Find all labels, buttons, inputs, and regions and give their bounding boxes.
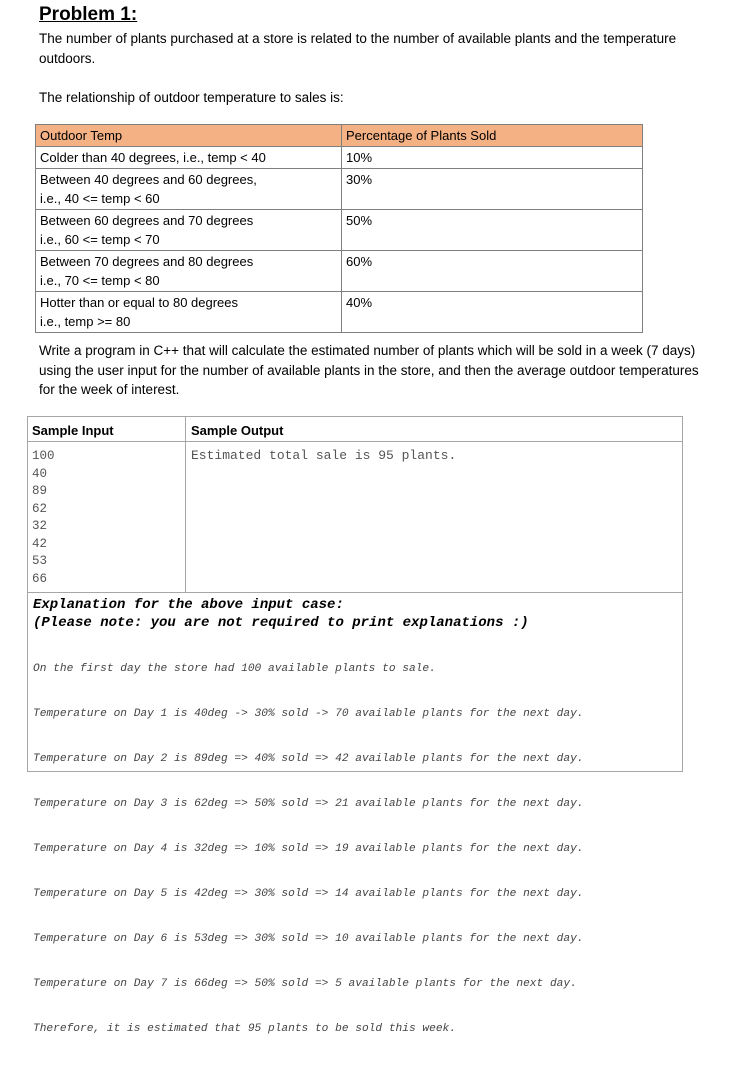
sample-input-list	[32, 448, 55, 588]
percentage-cell: 60%	[342, 251, 643, 292]
instructions-paragraph: Write a program in C++ that will calculate the estimated number of plants which will be sold in a week (7 days) using the user input for the number of available plants in the store, and then the average outdoor temperatures for the week of interest.	[39, 343, 699, 397]
temp-range-line: Between 60 degrees and 70 degrees	[40, 213, 254, 228]
temp-range-cell	[36, 292, 342, 333]
table-row	[36, 169, 643, 210]
explanation-lines	[33, 632, 584, 1067]
temp-condition-line: i.e., 40 <= temp < 60	[40, 191, 160, 206]
input-value: 40	[32, 466, 48, 481]
explanation-line: Temperature on Day 5 is 42deg => 30% sold => 14 available plants for the next day.	[33, 888, 584, 900]
explanation-line: Temperature on Day 1 is 40deg -> 30% sold -> 70 available plants for the next day.	[33, 708, 584, 720]
input-value: 66	[32, 571, 48, 586]
explanation-line: Temperature on Day 7 is 66deg => 50% sold => 5 available plants for the next day.	[33, 978, 577, 990]
header-outdoor-temp: Outdoor Temp	[36, 125, 342, 147]
temperature-sales-table	[35, 124, 643, 333]
explanation-line: On the first day the store had 100 available plants to sale.	[33, 663, 436, 675]
header-divider	[28, 441, 682, 442]
explanation-title: Explanation for the above input case:	[33, 597, 344, 613]
temp-range-line: Hotter than or equal to 80 degrees	[40, 295, 239, 310]
sample-input-header: Sample Input	[32, 423, 114, 438]
explanation-line: Temperature on Day 4 is 32deg => 10% sold => 19 available plants for the next day.	[33, 843, 584, 855]
explanation-line: Therefore, it is estimated that 95 plants to be sold this week.	[33, 1023, 456, 1035]
temp-range-line: Between 40 degrees and 60 degrees,	[40, 172, 257, 187]
explanation-line: Temperature on Day 3 is 62deg => 50% sold => 21 available plants for the next day.	[33, 798, 584, 810]
input-value: 89	[32, 484, 48, 498]
temp-range-cell: Colder than 40 degrees, i.e., temp < 40	[36, 147, 342, 169]
table-row	[36, 210, 643, 251]
temp-condition-line: i.e., temp >= 80	[40, 314, 131, 329]
sample-output-text: Estimated total sale is 95 plants.	[191, 448, 457, 463]
input-value: 100	[32, 449, 55, 463]
temp-range-cell	[36, 251, 342, 292]
percentage-cell: 40%	[342, 292, 643, 333]
table-header-row	[36, 125, 643, 147]
percentage-cell: 10%	[342, 147, 643, 169]
explanation-note: (Please note: you are not required to print explanations :)	[33, 615, 529, 631]
input-value: 42	[32, 536, 48, 551]
explanation-line: Temperature on Day 6 is 53deg => 30% sold => 10 available plants for the next day.	[33, 933, 584, 945]
temp-range-line: Between 70 degrees and 80 degrees	[40, 254, 254, 269]
temp-range-cell	[36, 210, 342, 251]
sample-output-header: Sample Output	[191, 423, 284, 438]
table-row	[36, 147, 643, 169]
explanation-divider	[28, 592, 682, 593]
input-value: 62	[32, 501, 48, 516]
input-value: 53	[32, 554, 48, 568]
column-divider	[185, 417, 186, 592]
relationship-intro: The relationship of outdoor temperature to sales is:	[39, 90, 344, 105]
table-row	[36, 251, 643, 292]
header-percentage: Percentage of Plants Sold	[342, 125, 643, 147]
temp-condition-line: i.e., 60 <= temp < 70	[40, 232, 160, 247]
explanation-line: Temperature on Day 2 is 89deg => 40% sold => 42 available plants for the next day.	[33, 753, 584, 765]
table-row	[36, 292, 643, 333]
percentage-cell: 30%	[342, 169, 643, 210]
temp-range-cell	[36, 169, 342, 210]
sample-io-box	[27, 416, 683, 1035]
problem-title: Problem 1:	[39, 4, 138, 25]
intro-paragraph: The number of plants purchased at a store is related to the number of available plants and the temperature outdoors.	[39, 31, 677, 66]
input-value: 32	[32, 519, 48, 533]
percentage-cell: 50%	[342, 210, 643, 251]
temp-condition-line: i.e., 70 <= temp < 80	[40, 273, 160, 288]
